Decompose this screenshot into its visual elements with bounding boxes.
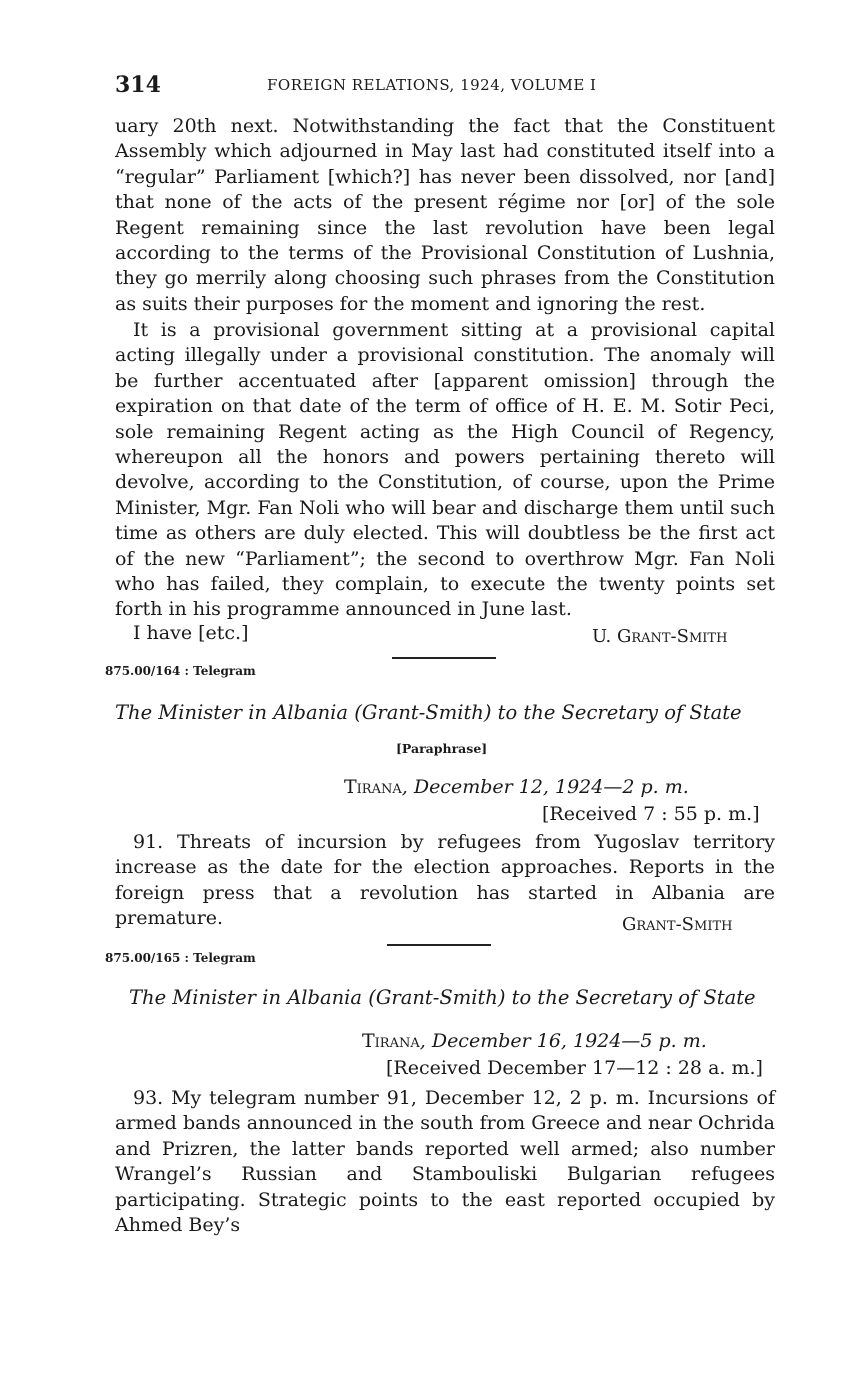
letter-paragraph-2: It is a provisional government sitting at a provisional capital acting illegally under a provisional constitution. The anomaly will be further accentuated after [apparent omission] through the expiration on that date of the term of office of H. E. M. Sotir Peci, sole remaining Regent acting as the High Council of Regency, whereupon all the honors and powers pertaining thereto will devolve, according to the Constitution, of course, upon the Prime Minister, Mgr. Fan Noli who will bear and discharge them until such time as others are duly elected. This will doubtless be the first act of the new “Parliament”; the second to overthrow Mgr. Fan Noli who has failed, they complain, to execute the twenty points set forth in his programme announced in June last. — [115, 319, 775, 621]
section-divider-2 — [387, 944, 491, 946]
telegram-1-date: , December 12, 1924—2 p. m. — [401, 776, 689, 798]
telegram-2-received: [Received December 17—12 : 28 a. m.] — [386, 1057, 763, 1079]
section-divider-1 — [392, 657, 496, 659]
telegram-2-body: 93. My telegram number 91, December 12, 2 p. m. Incursions of armed bands announced in the south from Greece and near Ochrida and Prizren, the latter bands reported well armed; also number Wrangel’s Russian and Stambouliski Bulgarian refugees participating. Strategic points to the east reported occupied by Ahmed Bey’s — [115, 1087, 775, 1237]
telegram-1-file-note: 875.00/164 : Telegram — [105, 664, 256, 678]
running-title: FOREIGN RELATIONS, 1924, VOLUME I — [267, 76, 597, 94]
letter-closing: I have [etc.] — [133, 622, 249, 644]
telegram-1-dateline — [344, 775, 689, 800]
telegram-1-place: Tirana — [344, 776, 402, 798]
telegram-1-title: The Minister in Albania (Grant-Smith) to the Secretary of State — [115, 701, 742, 724]
telegram-2-dateline — [362, 1029, 707, 1054]
telegram-2-place: Tirana — [362, 1030, 420, 1052]
letter-paragraph-1: uary 20th next. Notwithstanding the fact that the Constituent Assembly which adjourned in May last had constituted itself into a “regular” Parliament [which?] has never been dissolved, nor [and] that none of the acts of the present régime nor [or] of the sole Regent remaining since the last revolution have been legal according to the terms of the Provisional Constitution of Lushnia, they go merrily along choosing such phrases from the Constitution as suits their purposes for the moment and ignoring the rest. — [115, 115, 775, 315]
page-number: 314 — [115, 72, 161, 98]
telegram-1-body: 91. Threats of incursion by refugees from Yugoslav territory increase as the date for the election approaches. Reports in the foreign press that a revolution has started in Albania are premature. — [115, 831, 775, 930]
telegram-2-title: The Minister in Albania (Grant-Smith) to the Secretary of State — [129, 986, 756, 1009]
telegram-1-signature: Grant-Smith — [622, 914, 733, 935]
telegram-1-paraphrase-note: [Paraphrase] — [396, 741, 488, 756]
telegram-2-date: , December 16, 1924—5 p. m. — [419, 1030, 707, 1052]
page-header — [115, 72, 775, 102]
telegram-2-file-note: 875.00/165 : Telegram — [105, 951, 256, 965]
telegram-1-received: [Received 7 : 55 p. m.] — [542, 803, 760, 825]
letter-signature: U. Grant-Smith — [592, 626, 728, 647]
